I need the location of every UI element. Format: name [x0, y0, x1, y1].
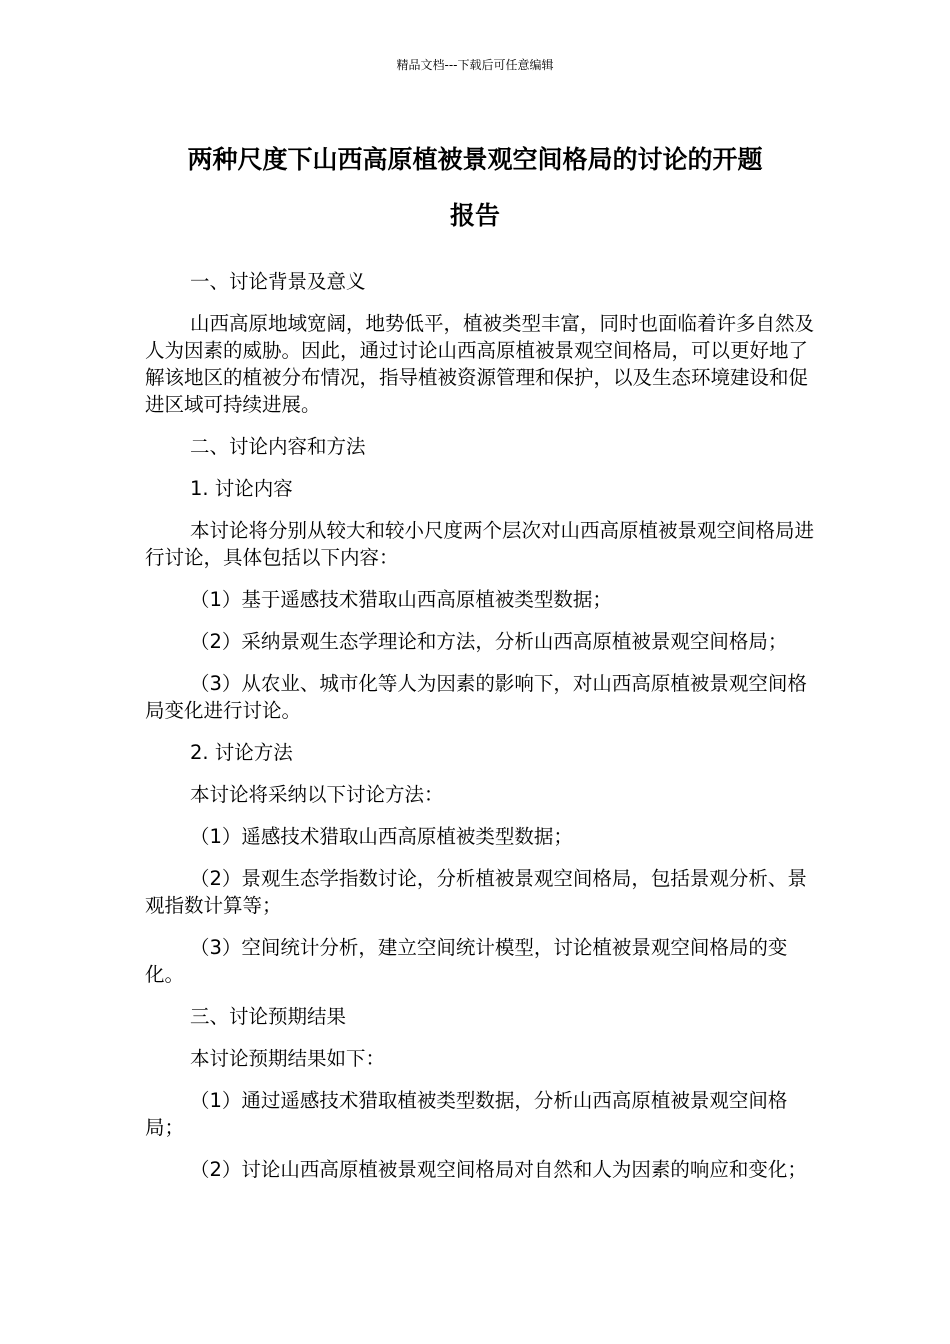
- list-item-methods-2: （2）景观生态学指数讨论，分析植被景观空间格局，包括景观分析、景观指数计算等；: [145, 867, 807, 917]
- list-item-content-2: （2）采纳景观生态学理论和方法，分析山西高原植被景观空间格局；: [190, 630, 788, 653]
- section-heading-background: 一、讨论背景及意义: [190, 270, 366, 293]
- list-item-content-3: （3）从农业、城市化等人为因素的影响下，对山西高原植被景观空间格局变化进行讨论。: [145, 672, 807, 722]
- page-header: 精品文档---下载后可任意编辑: [396, 58, 554, 72]
- list-item-methods-1: （1）遥感技术猎取山西高原植被类型数据；: [190, 825, 573, 848]
- section-heading-expected-results: 三、讨论预期结果: [190, 1005, 347, 1028]
- section-heading-content-methods: 二、讨论内容和方法: [190, 435, 366, 458]
- paragraph-methods-intro: 本讨论将采纳以下讨论方法：: [190, 783, 444, 806]
- document-body: [145, 268, 817, 1198]
- list-item-results-2: （2）讨论山西高原植被景观空间格局对自然和人为因素的响应和变化；: [190, 1158, 807, 1181]
- document-title: [140, 132, 810, 244]
- paragraph-content-intro: 本讨论将分别从较大和较小尺度两个层次对山西高原植被景观空间格局进行讨论，具体包括以下内容：: [145, 519, 815, 569]
- subheading-methods: 2. 讨论方法: [190, 741, 293, 764]
- list-item-methods-3: （3）空间统计分析，建立空间统计模型，讨论植被景观空间格局的变化。: [145, 936, 788, 986]
- paragraph-background: 山西高原地域宽阔，地势低平，植被类型丰富，同时也面临着许多自然及人为因素的威胁。因此，通过讨论山西高原植被景观空间格局，可以更好地了解该地区的植被分布情况，指导植被资源管理和保护，以及生态环境建设和促进区域可持续进展。: [145, 312, 815, 416]
- list-item-results-1: （1）通过遥感技术猎取植被类型数据，分析山西高原植被景观空间格局；: [145, 1089, 788, 1139]
- subheading-content: 1. 讨论内容: [190, 477, 293, 500]
- title-line-2: 报告: [449, 201, 500, 230]
- paragraph-results-intro: 本讨论预期结果如下：: [190, 1047, 386, 1070]
- list-item-content-1: （1）基于遥感技术猎取山西高原植被类型数据；: [190, 588, 612, 611]
- title-line-1: 两种尺度下山西高原植被景观空间格局的讨论的开题: [187, 145, 763, 174]
